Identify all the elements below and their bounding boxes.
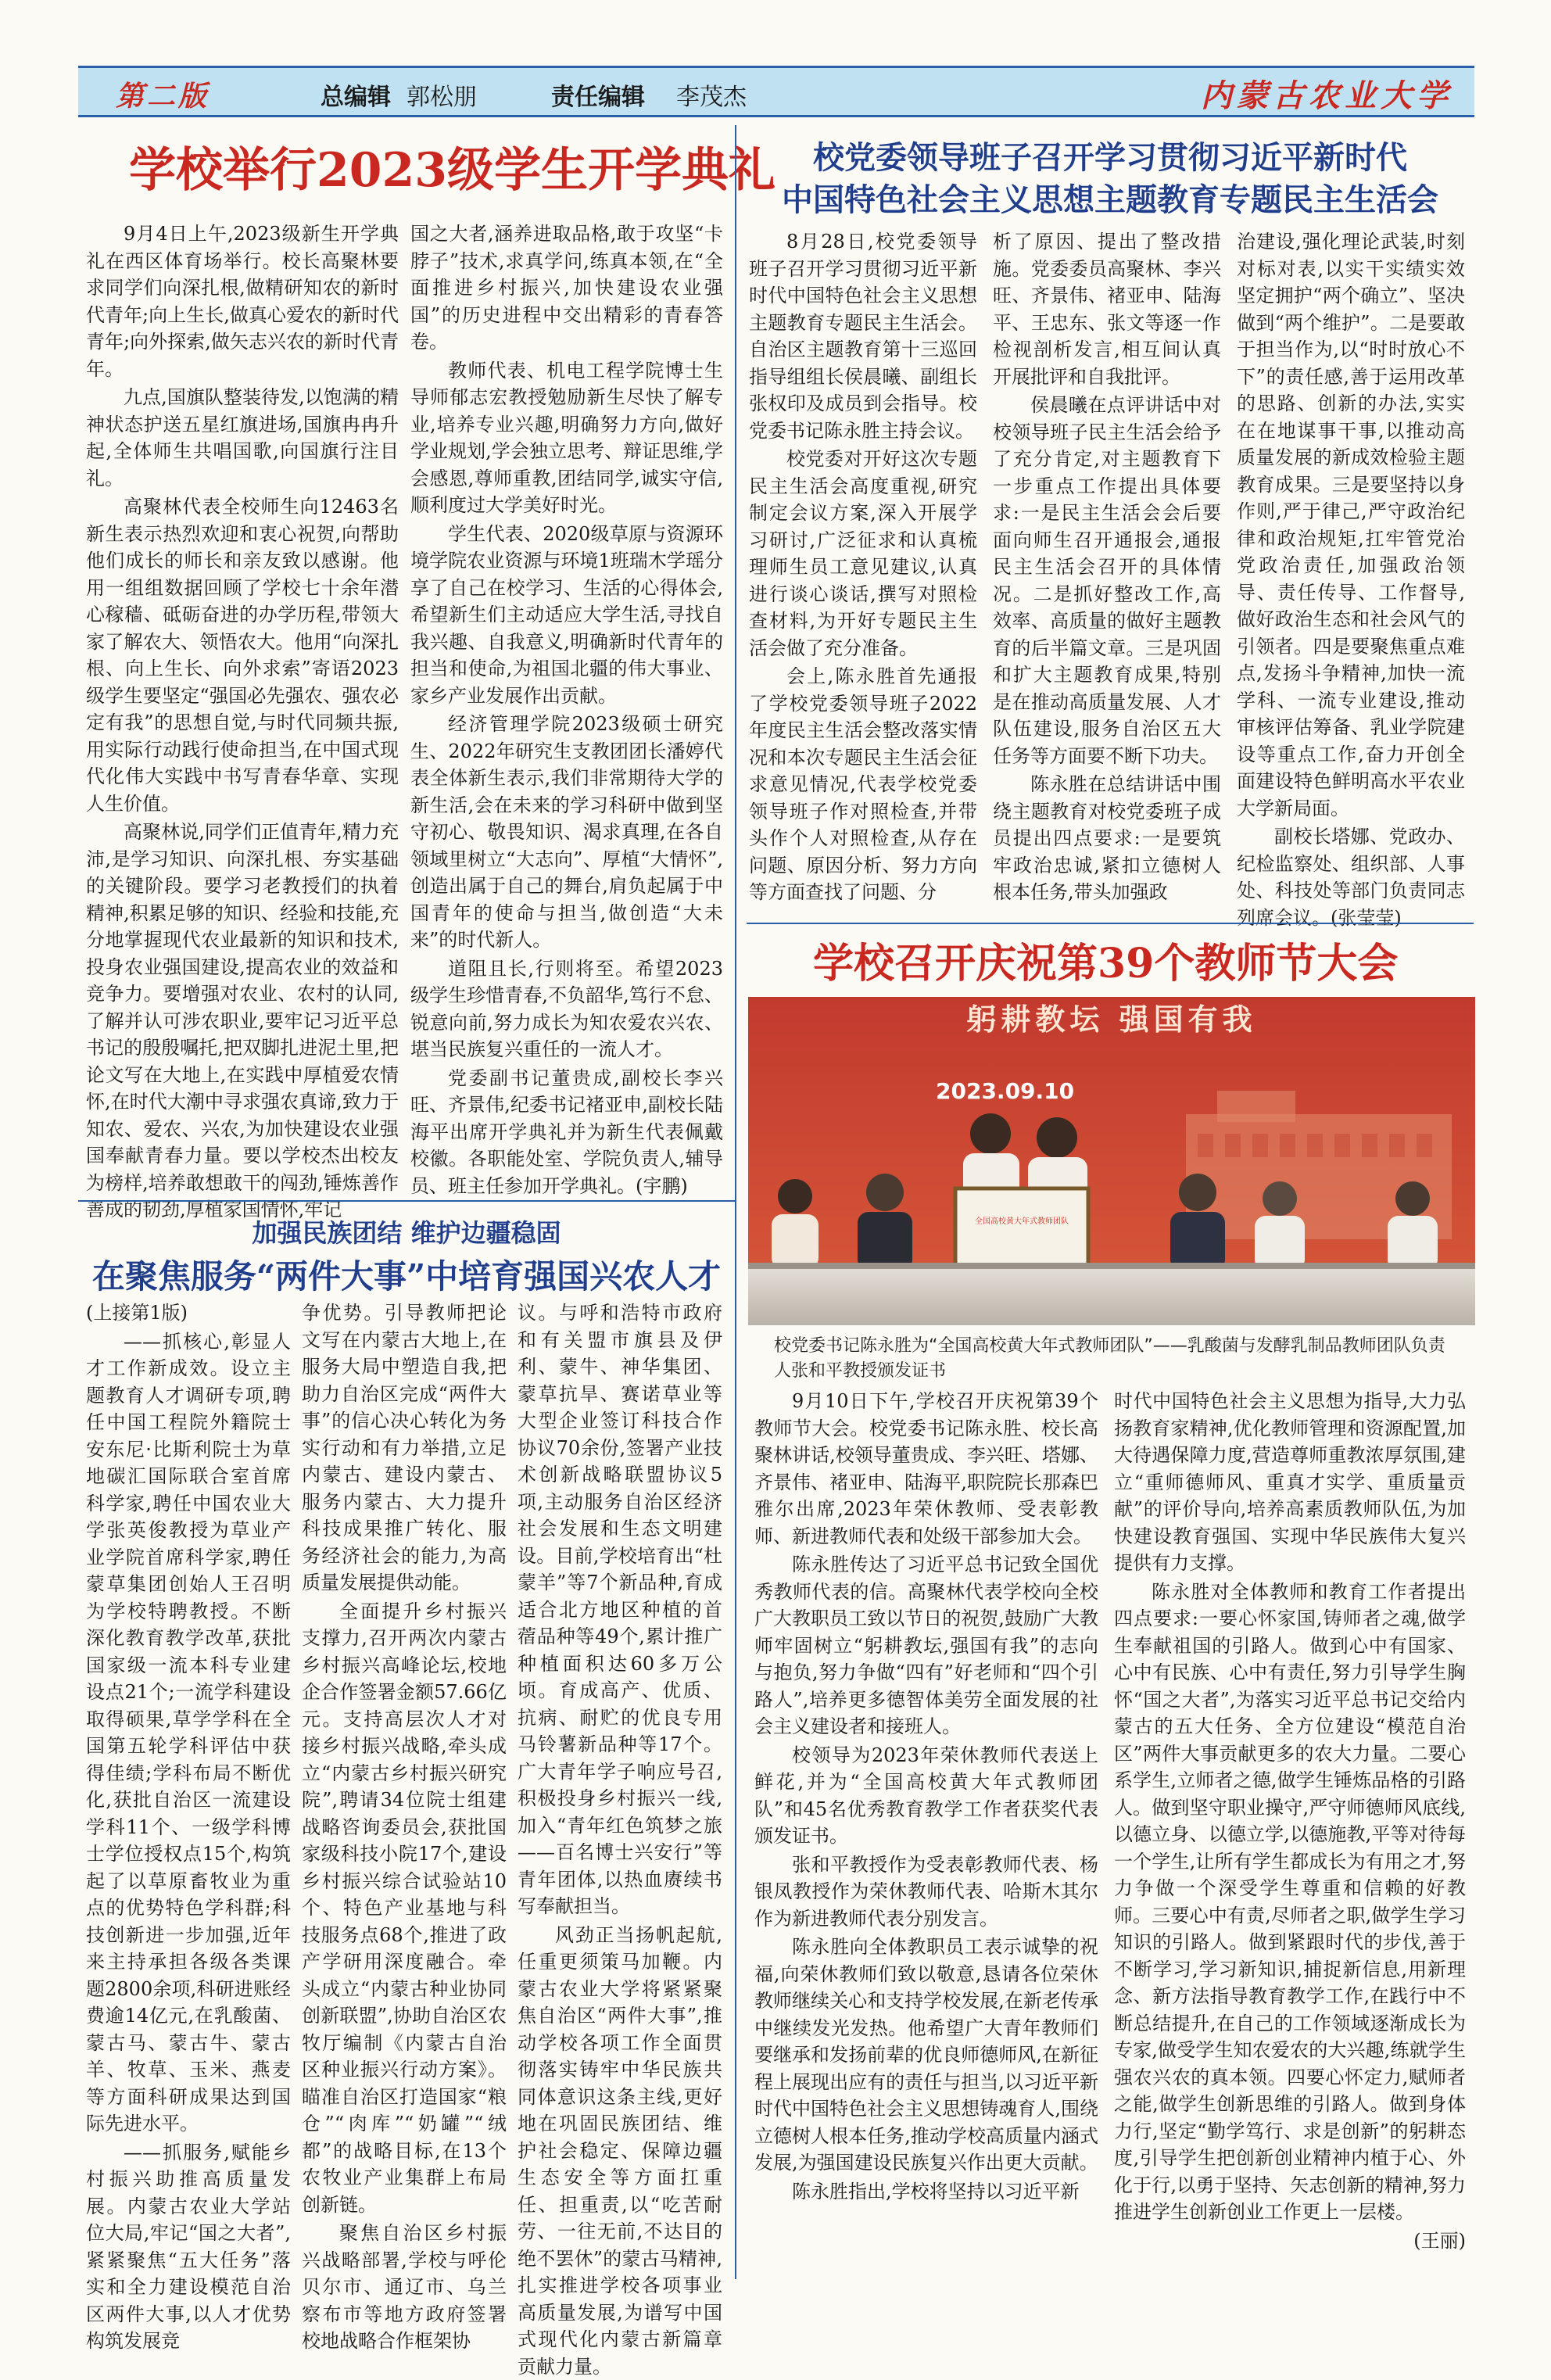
- paragraph: 学生代表、2020级草原与资源环境学院农业资源与环境1班瑞木学瑶分享了自己在校学习、生活的心得体会,希望新生们主动适应大学生活,寻找自我兴趣、自我意义,明确新时代青年的担当和使命,为祖国北疆的伟大事业、家乡产业发展作出贡献。: [410, 521, 723, 710]
- article3-column-1: [86, 1299, 291, 2269]
- ceremony-photo: [748, 997, 1475, 1325]
- paragraph: 副校长塔娜、党政办、纪检监察处、组织部、人事处、科技处等部门负责同志列席会议。(张莹莹): [1237, 823, 1465, 931]
- paragraph: 高聚林说,同学们正值青年,精力充沛,是学习知识、向深扎根、夯实基础的关键阶段。要学习老教授们的执着精神,积累足够的知识、经验和技能,充分地掌握现代农业最新的知识和技术,投身农业强国建设,提高农业的效益和竞争力。要增强对农业、农村的认同,了解并认可涉农职业,要牢记习近平总书记的殷殷嘱托,把双脚扎进泥土里,把论文写在大地上,在实践中厚植爱农情怀,在时代大潮中寻求强农真谛,致力于知农、爱农、兴农,为加快建设农业强国奉献青春力量。要以学校杰出校友为榜样,培养敢想敢干的闯劲,锤炼善作善成的韧劲,厚植家国情怀,牢记: [86, 819, 399, 1224]
- paragraph: 聚焦自治区乡村振兴战略部署,学校与呼伦贝尔市、通辽市、乌兰察布市等地方政府签署校地战略合作框架协: [302, 2220, 507, 2355]
- paragraph: 风劲正当扬帆起航,任重更须策马加鞭。内蒙古农业大学将紧紧聚焦自治区“两件大事”,推动学校各项工作全面贯彻落实铸牢中华民族共同体意识这条主线,更好地在巩固民族团结、维护社会稳定、保障边疆生态安全等方面扛重任、担重责,以“吃苦耐劳、一往无前,不达目的绝不罢休”的蒙古马精神,扎实推进学校各项事业高质量发展,为谱写中国式现代化内蒙古新篇章贡献力量。: [518, 1922, 722, 2380]
- paragraph: 道阻且长,行则将至。希望2023级学生珍惜青春,不负韶华,笃行不怠、锐意向前,努力成长为知农爱农兴农、堪当民族复兴重任的一流人才。: [410, 955, 723, 1063]
- ceremony-photo-illustration: [748, 997, 1475, 1325]
- section-divider: [747, 923, 1474, 924]
- edition-label: 第二版: [116, 74, 210, 114]
- article1-column-1: [86, 220, 399, 1155]
- article1-title: 学校举行2023级学生开学典礼: [129, 133, 776, 200]
- page-header: [78, 66, 1474, 117]
- paragraph: 党委副书记董贵成,副校长李兴旺、齐景伟,纪委书记褚亚申,副校长陆海平出席开学典礼并为新生代表佩戴校徽。各职能处室、学院负责人,辅导员、班主任参加开学典礼。(宇鹏): [410, 1065, 723, 1200]
- paragraph: 国之大者,涵养进取品格,敢于攻坚“卡脖子”技术,求真学问,练真本领,在“全面推进乡村振兴,加快建设农业强国”的历史进程中交出精彩的青春答卷。: [410, 220, 723, 356]
- paragraph: (上接第1版): [86, 1299, 291, 1327]
- paragraph: 争优势。引导教师把论文写在内蒙古大地上,在服务大局中塑造自我,把助力自治区完成“两件大事”的信心决心转化为务实行动和有力举措,立足内蒙古、建设内蒙古、服务内蒙古、大力提升科技成果推广转化、服务经济社会的能力,为高质量发展提供动能。: [302, 1299, 507, 1597]
- paragraph: 陈永胜对全体教师和教育工作者提出四点要求:一要心怀家国,铸师者之魂,做学生奉献祖国的引路人。做到心中有国家、心中有民族、心中有责任,努力引导学生胸怀“国之大者”,为落实习近平总书记交给内蒙古的五大任务、全方位建设“模范自治区”两件大事贡献更多的农大力量。二要心系学生,立师者之德,做学生锤炼品格的引路人。做到坚守职业操守,严守师德师风底线,以德立身、以德立学,以德施教,平等对待每一个学生,让所有学生都成长为有用之才,努力争做一个深受学生尊重和信赖的好教师。三要心中有责,尽师者之职,做学生学习知识的引路人。做到紧跟时代的步伐,善于不断学习,学习新知识,捕捉新信息,用新理念、新方法指导教育教学工作,在践行中不断总结提升,在自己的工作领域逐渐成长为专家,做受学生知农爱农的大兴趣,练就学生强农兴农的真本领。四要心怀定力,赋师者之能,做学生创新思维的引路人。做到身体力行,坚定“勤学笃行、求是创新”的躬耕态度,引导学生把创新创业精神内植于心、外化于行,以勇于坚持、矢志创新的精神,努力推进学生创新创业工作更上一层楼。: [1114, 1579, 1466, 2226]
- paragraph: 全面提升乡村振兴支撑力,召开两次内蒙古乡村振兴高峰论坛,校地企合作签署金额57.66亿元。支持高层次人才对接乡村振兴战略,牵头成立“内蒙古乡村振兴研究院”,聘请34位院士组建战略咨询委员会,获批国家级科技小院17个,建设乡村振兴综合试验站10个、特色产业基地与科技服务点68个,推进了政产学研用深度融合。牵头成立“内蒙古种业协同创新联盟”,协助自治区农牧厅编制《内蒙古自治区种业振兴行动方案》。瞄准自治区打造国家“粮仓”“肉库”“奶罐”“绒都”的战略目标,在13个农牧业产业集群上布局创新链。: [302, 1598, 507, 2219]
- article4-column-1: [754, 1388, 1098, 2271]
- paragraph: 9月10日下午,学校召开庆祝第39个教师节大会。校党委书记陈永胜、校长高聚林讲话,校领导董贵成、李兴旺、塔娜、齐景伟、褚亚申、陆海平,职院院长那森巴雅尔出席,2023年荣休教师、受表彰教师、新进教师代表和处级干部参加大会。: [754, 1388, 1098, 1550]
- duty-editor-label: 责任编辑: [551, 77, 645, 112]
- article4-title: 学校召开庆祝第39个教师节大会: [813, 930, 1398, 989]
- article2-column-1: [749, 228, 977, 936]
- article3-title: 在聚焦服务“两件大事”中培育强国兴农人才: [78, 1251, 735, 1298]
- photo-date: 2023.09.10: [936, 1078, 1074, 1104]
- paragraph: 校领导为2023年荣休教师代表送上鲜花,并为“全国高校黄大年式教师团队”和45名优秀教育教学工作者获奖代表颁发证书。: [754, 1742, 1098, 1850]
- paragraph: 8月28日,校党委领导班子召开学习贯彻习近平新时代中国特色社会主义思想主题教育专题民主生活会。自治区主题教育第十三巡回指导组组长侯晨曦、副组长张权印及成员到会指导。校党委书记陈永胜主持会议。: [749, 228, 977, 444]
- banner-slogan: 躬耕教坛 强国有我: [966, 1002, 1256, 1037]
- paragraph: 陈永胜传达了习近平总书记致全国优秀教师代表的信。高聚林代表学校向全校广大教职员工致以节日的祝贺,鼓励广大教师牢固树立“躬耕教坛,强国有我”的志向与抱负,努力争做“四有”好老师和“四个引路人”,培养更多德智体美劳全面发展的社会主义建设者和接班人。: [754, 1551, 1098, 1740]
- paragraph: 张和平教授作为受表彰教师代表、杨银凤教授作为荣休教师代表、哈斯木其尔作为新进教师代表分别发言。: [754, 1851, 1098, 1933]
- paragraph: 治建设,强化理论武装,时刻对标对表,以实干实绩实效坚定拥护“两个确立”、坚决做到“两个维护”。二是要敢于担当作为,以“时时放心不下”的责任感,善于运用改革的思路、创新的办法,实实在在地谋事干事,以推动高质量发展的新成效检验主题教育成果。三是要坚持以身作则,严于律己,严守政治纪律和政治规矩,扛牢管党治党政治责任,加强政治领导、责任传导、工作督导,做好政治生态和社会风气的引领者。四是要聚焦重点难点,发扬斗争精神,加快一流学科、一流专业建设,推动审核评估筹备、乳业学院建设等重点工作,奋力开创全面建设特色鲜明高水平农业大学新局面。: [1237, 228, 1465, 822]
- paragraph: 陈永胜指出,学校将坚持以习近平新: [754, 2178, 1098, 2206]
- paragraph: 陈永胜在总结讲话中围绕主题教育对校党委班子成员提出四点要求:一是要筑牢政治忠诚,紧扣立德树人根本任务,带头加强政: [993, 771, 1221, 906]
- paragraph: 教师代表、机电工程学院博士生导师郁志宏教授勉励新生尽快了解专业,培养专业兴趣,明确努力方向,做好学业规划,学会独立思考、辩证思维,学会感恩,尊师重教,团结同学,诚实守信,顺利度过大学美好时光。: [410, 357, 723, 519]
- paragraph: 议。与呼和浩特市政府和有关盟市旗县及伊利、蒙牛、神华集团、蒙草抗旱、赛诺草业等大型企业签订科技合作协议70余份,签署产业技术创新战略联盟协议5项,主动服务自治区经济社会发展和生态文明建设。目前,学校培育出“杜蒙羊”等7个新品种,育成适合北方地区种植的首蓿品种等49个,累计推广种植面积达60多万公顷。育成高产、优质、抗病、耐贮的优良专用马铃薯新品种等17个。广大青年学子响应号召,积极投身乡村振兴一线,加入“青年红色筑梦之旅——百名博士兴安行”等青年团体,以热血赓续书写奉献担当。: [518, 1299, 722, 1920]
- paragraph: 时代中国特色社会主义思想为指导,大力弘扬教育家精神,优化教师管理和资源配置,加大待遇保障力度,营造尊师重教浓厚氛围,建立“重师德师风、重真才实学、重质量贡献”的评价导向,培养高素质教师队伍,为加快建设教育强国、实现中华民族伟大复兴提供有力支撑。: [1114, 1388, 1466, 1577]
- article4-column-2: [1114, 1388, 1466, 2271]
- paragraph: 会上,陈永胜首先通报了学校党委领导班子2022年度民主生活会整改落实情况和本次专题民主生活会征求意见情况,代表学校党委领导班子作对照检查,并带头作个人对照检查,从存在问题、原因分析、努力方向等方面查找了问题、分: [749, 663, 977, 906]
- byline: (王丽): [1114, 2228, 1466, 2255]
- paragraph: 9月4日上午,2023级新生开学典礼在西区体育场举行。校长高聚林要求同学们向深扎根,做精研知农的新时代青年;向上生长,做真心爱农的新时代青年;向外探索,做矢志兴农的新时代青年。: [86, 220, 399, 382]
- paragraph: 校党委对开好这次专题民主生活会高度重视,研究制定会议方案,深入开展学习研讨,广泛征求和认真梳理师生员工意见建议,认真进行谈心谈话,撰写对照检查材料,为开好专题民主生活会做了充分准备。: [749, 446, 977, 661]
- section-divider: [78, 1200, 735, 1202]
- paragraph: 经济管理学院2023级硕士研究生、2022年研究生支教团团长潘婷代表全体新生表示,我们非常期待大学的新生活,会在未来的学习科研中做到坚守初心、敬畏知识、渴求真理,在各自领域里树立“大志向”、厚植“大情怀”,创造出属于自己的舞台,肩负起属于中国青年的使命与担当,做创造“大未来”的时代新人。: [410, 711, 723, 954]
- article2-title-line2: 中国特色社会主义思想主题教育专题民主生活会: [747, 175, 1474, 220]
- editor-in-chief-label: 总编辑: [321, 77, 391, 112]
- column-divider: [735, 1200, 736, 2279]
- paragraph: 九点,国旗队整装待发,以饱满的精神状态护送五星红旗进场,国旗冉冉升起,全体师生共唱国歌,向国旗行注目礼。: [86, 384, 399, 492]
- article3-column-3: [518, 1299, 722, 2269]
- plaque-text: 全国高校黄大年式教师团队: [975, 1216, 1069, 1226]
- paragraph: 陈永胜向全体教职员工表示诚挚的祝福,向荣休教师们致以敬意,恳请各位荣休教师继续关心和支持学校发展,在新老传承中继续发光发热。他希望广大青年教师们要继承和发扬前辈的优良师德师风,在新征程上展现出应有的责任与担当,以习近平新时代中国特色社会主义思想铸魂育人,围绕立德树人根本任务,推动学校高质量内涵式发展,为强国建设民族复兴作出更大贡献。: [754, 1934, 1098, 2177]
- article2-column-2: [993, 228, 1221, 936]
- paragraph: ——抓服务,赋能乡村振兴助推高质量发展。内蒙古农业大学站位大局,牢记“国之大者”,紧紧聚焦“五大任务”落实和全力建设模范自治区两件大事,以人才优势构筑发展竞: [86, 2139, 291, 2355]
- paragraph: ——抓核心,彰显人才工作新成效。设立主题教育人才调研专项,聘任中国工程院外籍院士安东尼·比斯利院士为草地碳汇国际联合室首席科学家,聘任中国农业大学张英俊教授为草业产业学院首席科学家,聘任蒙草集团创始人王召明为学校特聘教授。不断深化教育教学改革,获批国家级一流本科专业建设点21个;一流学科建设取得硕果,草学学科在全国第五轮学科评估中获得佳绩;学科布局不断优化,获批自治区一流建设学科11个、一级学科博士学位授权点15个,构筑起了以草原畜牧业为重点的优势特色学科群;科技创新进一步加强,近年来主持承担各级各类课题2800余项,科研进账经费逾14亿元,在乳酸菌、蒙古马、蒙古牛、蒙古羊、牧草、玉米、燕麦等方面科研成果达到国际先进水平。: [86, 1328, 291, 2138]
- paragraph: 高聚林代表全校师生向12463名新生表示热烈欢迎和衷心祝贺,向帮助他们成长的师长和亲友致以感谢。他用一组组数据回顾了学校七十余年潜心稼穑、砥砺奋进的办学历程,带领大家了解农大、领悟农大。他用“向深扎根、向上生长、向外求索”寄语2023级学生要坚定“强国必先强农、强农必定有我”的思想自觉,与时代同频共振,用实际行动践行使命担当,在中国式现代化伟大实践中书写青春华章、实现人生价值。: [86, 493, 399, 817]
- editor-in-chief-name: 郭松朋: [407, 77, 477, 112]
- paragraph: 侯晨曦在点评讲话中对校领导班子民主生活会给予了充分肯定,对主题教育下一步重点工作提出具体要求:一是民主生活会会后要面向师生召开通报会,通报民主生活会召开的具体情况。二是抓好整改工作,高效率、高质量的做好主题教育的后半篇文章。三是巩固和扩大主题教育成果,特别是在推动高质量发展、人才队伍建设,服务自治区五大任务等方面要不断下功夫。: [993, 392, 1221, 769]
- photo-caption: 校党委书记陈永胜为“全国高校黄大年式教师团队”——乳酸菌与发酵乳制品教师团队负责人张和平教授颁发证书: [774, 1334, 1462, 1384]
- masthead-title: 内蒙古农业大学: [1201, 71, 1452, 116]
- article3-kicker: 加强民族团结 维护边疆稳固: [78, 1213, 735, 1249]
- article2-title-line1: 校党委领导班子召开学习贯彻习近平新时代: [747, 133, 1474, 177]
- article3-column-2: [302, 1299, 507, 2269]
- duty-editor-name: 李茂杰: [676, 77, 747, 112]
- article1-column-2: [410, 220, 723, 1155]
- article2-column-3: [1237, 228, 1465, 936]
- column-divider: [735, 125, 736, 1200]
- paragraph: 析了原因、提出了整改措施。党委委员高聚林、李兴旺、齐景伟、褚亚申、陆海平、王忠东、张文等逐一作检视剖析发言,相互间认真开展批评和自我批评。: [993, 228, 1221, 390]
